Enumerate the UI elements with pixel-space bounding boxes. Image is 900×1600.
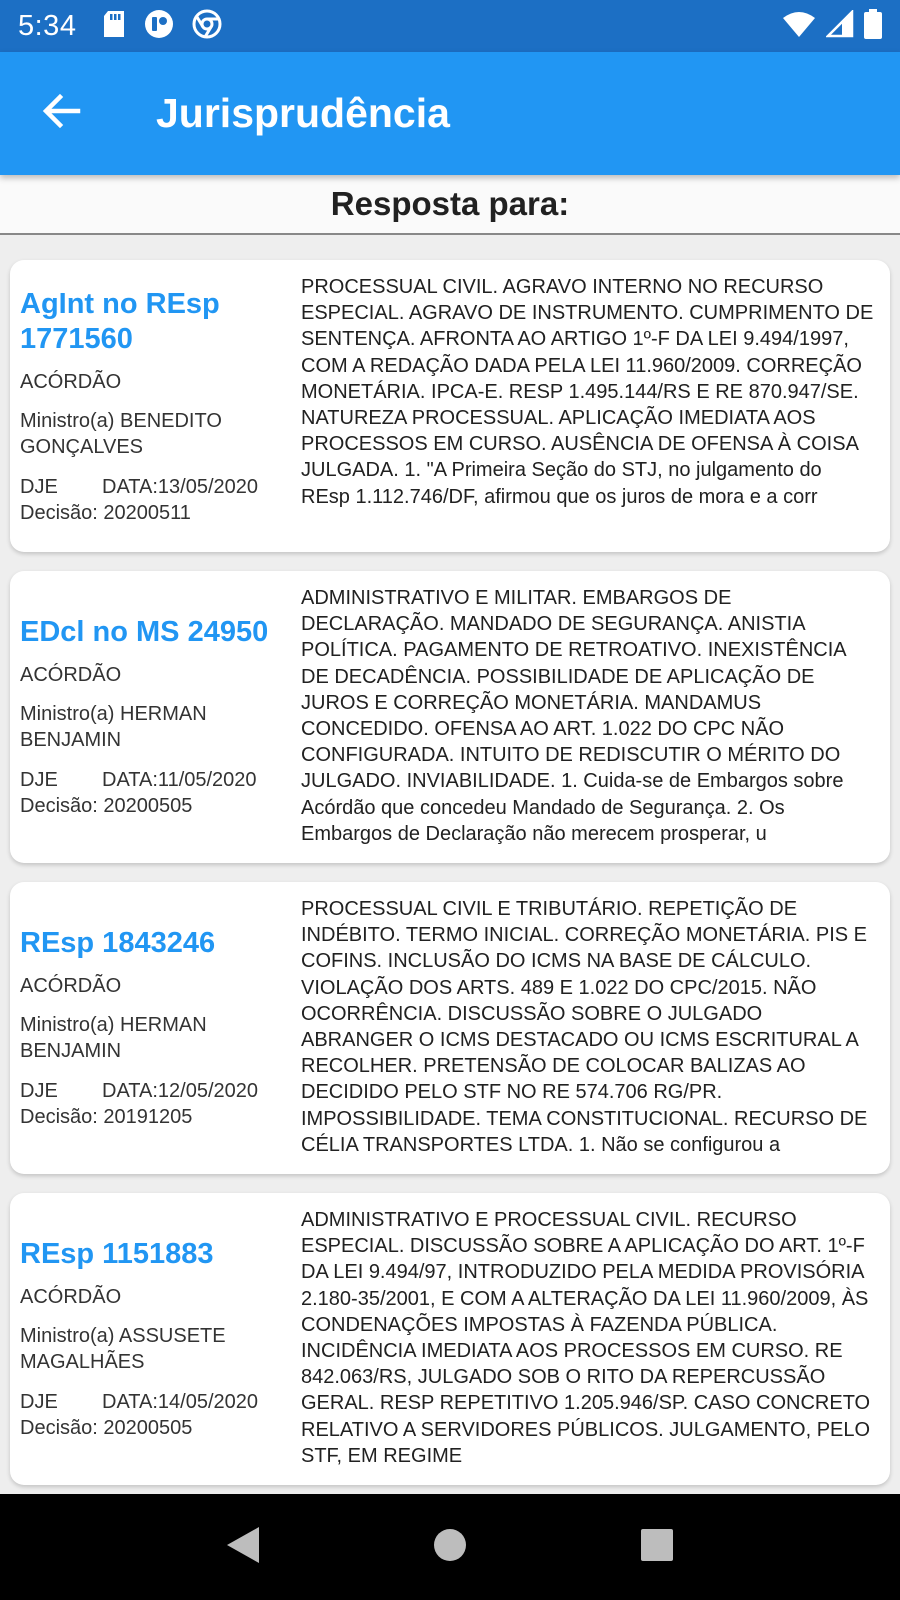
card-dje-label: DJE [20, 475, 58, 498]
chrome-icon [192, 9, 222, 44]
nav-back-button[interactable] [203, 1507, 283, 1587]
status-notification-icons [102, 9, 222, 44]
home-circle-icon [432, 1527, 468, 1568]
app-badge-icon [144, 9, 174, 44]
recents-square-icon [640, 1528, 674, 1567]
card-summary-area [301, 260, 890, 552]
card-meta [10, 571, 301, 863]
card-summary: ADMINISTRATIVO E MILITAR. EMBARGOS DE DECLARAÇÃO. MANDADO DE SEGURANÇA. ANISTIA POLÍTICA. PAGAMENTO DE RETROATIVO. INEXISTÊNCIA DE DECADÊNCIA. POSSIBILIDADE DE APLICAÇÃO DE JUROS E CORREÇÃO MONETÁRIA. MANDAMUS CONCEDIDO. OFENSA AO ART. 1.022 DO CPC NÃO CONFIGURADA. INTUITO DE REDISCUTIR O MÉRITO DO JULGADO. INVIABILIDADE. 1. Cuida-se de Embargos sobre Acórdão que concedeu Mandado de Segurança. 2. Os Embargos de Declaração não merecem prosperar, u [301, 587, 846, 845]
result-card[interactable] [10, 882, 890, 1174]
card-title[interactable]: AgInt no REsp 1771560 [20, 287, 220, 355]
sd-card-icon [102, 10, 126, 43]
status-time: 5:34 [18, 9, 77, 42]
page-title: Jurisprudência [156, 90, 450, 136]
card-title[interactable]: REsp 1843246 [20, 927, 216, 959]
system-nav-bar [0, 1494, 900, 1600]
nav-home-button[interactable] [410, 1507, 490, 1587]
card-title[interactable]: EDcl no MS 24950 [20, 616, 269, 648]
card-minister: Ministro(a) BENEDITO GONÇALVES [20, 409, 222, 458]
cell-signal-icon [826, 10, 854, 43]
card-summary-area [301, 882, 890, 1174]
card-dje-row [20, 1078, 301, 1104]
status-system-icons [782, 9, 882, 44]
card-date: DATA:12/05/2020 [102, 1080, 259, 1102]
wifi-icon [782, 10, 816, 43]
result-card[interactable] [10, 571, 890, 863]
card-decision: Decisão: 20191205 [20, 1106, 193, 1128]
card-dje-label: DJE [20, 1391, 58, 1413]
result-card[interactable] [10, 1193, 890, 1485]
results-header [0, 175, 900, 235]
card-type: ACÓRDÃO [20, 975, 122, 997]
card-dje-row [20, 767, 301, 793]
card-summary-area [301, 1193, 890, 1485]
result-card[interactable] [10, 260, 890, 552]
card-type: ACÓRDÃO [20, 664, 122, 686]
card-summary: PROCESSUAL CIVIL E TRIBUTÁRIO. REPETIÇÃO DE INDÉBITO. TERMO INICIAL. CORREÇÃO MONETÁRIA. PIS E COFINS. INCLUSÃO DO ICMS NA BASE DE CÁLCULO. VIOLAÇÃO DOS ARTS. 489 E 1.022 DO CPC/2015. NÃO OCORRÊNCIA. DISCUSSÃO SOBRE O JULGADO ABRANGER O ICMS DESTACADO OU ICMS ESCRITURAL A RECOLHER. PRETENSÃO DE COLOCAR BALIZAS AO DECIDIDO PELO STF NO RE 574.706 RG/PR. IMPOSSIBILIDADE. TEMA CONSTITUCIONAL. RECURSO DE CÉLIA TRANSPORTES LTDA. 1. Não se configurou a [301, 898, 868, 1156]
card-minister: Ministro(a) HERMAN BENJAMIN [20, 703, 207, 751]
card-minister: Ministro(a) ASSUSETE MAGALHÃES [20, 1325, 226, 1373]
card-meta [10, 1193, 301, 1485]
card-dje-label: DJE [20, 1080, 58, 1102]
card-meta [10, 882, 301, 1174]
card-date: DATA:13/05/2020 [102, 475, 259, 498]
card-title[interactable]: REsp 1151883 [20, 1238, 214, 1270]
arrow-back-icon [42, 91, 82, 136]
card-summary: ADMINISTRATIVO E PROCESSUAL CIVIL. RECURSO ESPECIAL. DISCUSSÃO SOBRE A APLICAÇÃO DO ART. 1º-F DA LEI 9.494/97, INTRODUZIDO PELA MEDIDA PROVISÓRIA 2.180-35/2001, E COM A ALTERAÇÃO DA LEI 11.960/2009, ÀS CONDENAÇÕES IMPOSTAS À FAZENDA PÚBLICA. INCIDÊNCIA IMEDIATA AOS PROCESSOS EM CURSO. RE 842.063/RS, JULGADO SOB O RITO DA REPERCUSSÃO GERAL. RESP REPETITIVO 1.205.946/SP. CASO CONCRETO RELATIVO A SERVIDORES PÚBLICOS. JULGAMENTO, PELO STF, EM REGIME [301, 1209, 871, 1467]
card-dje-row [20, 1389, 301, 1415]
app-bar [0, 52, 900, 175]
card-dje-label: DJE [20, 769, 58, 791]
card-type: ACÓRDÃO [20, 1286, 122, 1308]
card-meta [10, 260, 301, 552]
card-decision: Decisão: 20200511 [20, 501, 191, 524]
card-summary-area [301, 571, 890, 863]
card-minister: Ministro(a) HERMAN BENJAMIN [20, 1014, 207, 1062]
status-bar [0, 0, 900, 52]
back-triangle-icon [225, 1525, 261, 1570]
card-date: DATA:11/05/2020 [102, 769, 257, 791]
back-button[interactable] [22, 74, 102, 154]
card-type: ACÓRDÃO [20, 370, 122, 393]
card-decision: Decisão: 20200505 [20, 1417, 193, 1439]
card-decision: Decisão: 20200505 [20, 795, 193, 817]
nav-recents-button[interactable] [617, 1507, 697, 1587]
battery-icon [864, 9, 882, 44]
results-header-text: Resposta para: [330, 185, 570, 222]
card-dje-row [20, 474, 301, 500]
card-date: DATA:14/05/2020 [102, 1391, 259, 1413]
card-summary: PROCESSUAL CIVIL. AGRAVO INTERNO NO RECURSO ESPECIAL. AGRAVO DE INSTRUMENTO. CUMPRIMENTO DE SENTENÇA. AFRONTA AO ARTIGO 1º-F DA LEI 9.494/1997, COM A REDAÇÃO DADA PELA LEI 11.960/2009. CORREÇÃO MONETÁRIA. IPCA-E. RESP 1.495.144/RS E RE 870.947/SE. NATUREZA PROCESSUAL. APLICAÇÃO IMEDIATA AOS PROCESSOS EM CURSO. AUSÊNCIA DE OFENSA À COISA JULGADA. 1. "A Primeira Seção do STJ, no julgamento do REsp 1.112.746/DF, afirmou que os juros de mora e a corr [301, 276, 874, 508]
